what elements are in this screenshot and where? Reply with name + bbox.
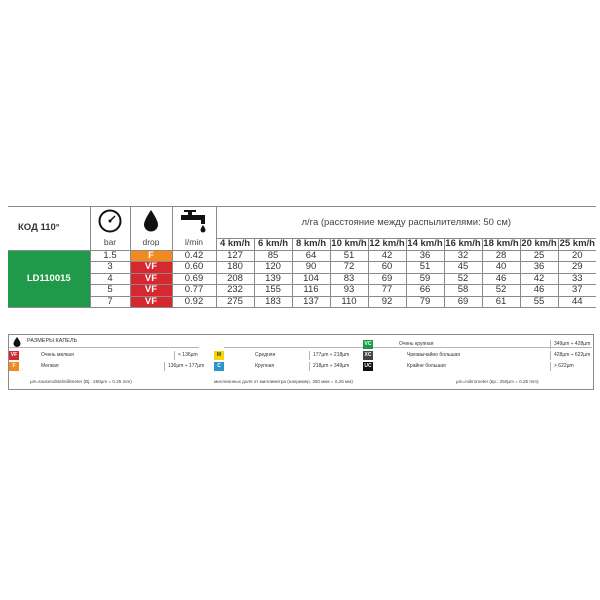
flow-cell: 0.69 [172, 273, 216, 285]
droplet-class-badge: F [130, 250, 172, 262]
class-badge-c: C [214, 362, 224, 371]
rate-cell: 46 [520, 285, 558, 297]
rate-cell: 36 [520, 262, 558, 274]
class-name: Крупная [255, 363, 275, 369]
table-row [8, 250, 596, 262]
spray-table [8, 206, 596, 308]
rate-cell: 33 [558, 273, 596, 285]
rate-cell: 92 [368, 296, 406, 308]
pressure-cell: 4 [90, 273, 130, 285]
rate-cell: 85 [254, 250, 292, 262]
rate-cell: 137 [292, 296, 330, 308]
table-row [8, 285, 596, 297]
pressure-cell: 5 [90, 285, 130, 297]
flow-cell: 0.77 [172, 285, 216, 297]
rate-cell: 232 [216, 285, 254, 297]
rate-cell: 64 [292, 250, 330, 262]
rate-cell: 72 [330, 262, 368, 274]
droplet-class-badge: VF [130, 285, 172, 297]
speed-header: 16 km/h [445, 238, 481, 250]
rate-cell: 44 [558, 296, 596, 308]
class-range: 218µm ÷ 349µm [309, 362, 365, 371]
class-range: 349µm ÷ 428µm [550, 340, 592, 349]
pressure-gauge-icon [98, 209, 122, 233]
rate-cell: 104 [292, 273, 330, 285]
class-badge-vf: VF [10, 352, 18, 358]
divider [9, 347, 199, 348]
divider [224, 347, 369, 348]
drop-label: drop [142, 237, 160, 247]
lmin-header [172, 207, 216, 251]
rate-cell: 139 [254, 273, 292, 285]
class-range: 177µm ÷ 218µm [309, 351, 365, 360]
table-row [8, 296, 596, 308]
class-badge-vc: VC [364, 341, 372, 347]
speed-header: 14 km/h [407, 238, 443, 250]
rate-cell: 32 [444, 250, 482, 262]
class-range: 428µm ÷ 622µm [550, 351, 592, 360]
bar-label: bar [103, 237, 117, 247]
class-name: Средняя [255, 352, 276, 358]
rate-cell: 46 [482, 273, 520, 285]
speed-header: 12 km/h [369, 238, 405, 250]
footnote-de: µm=tausendstelmillimeter (Bj.: 250µm = 0.25 mm) [30, 379, 132, 384]
rate-cell: 69 [444, 296, 482, 308]
pressure-cell: 3 [90, 262, 130, 274]
lmin-label: l/min [185, 237, 203, 247]
speed-header: 20 km/h [521, 238, 557, 250]
rate-cell: 20 [558, 250, 596, 262]
rate-cell: 275 [216, 296, 254, 308]
droplet-icon [142, 209, 160, 233]
class-range: < 136µm [174, 351, 220, 360]
rate-cell: 66 [406, 285, 444, 297]
class-name: Очень мелкая [41, 352, 74, 358]
table-row [8, 273, 596, 285]
footnote-ru: миллионных доля от миллиметра (например, 250 мкм = 0,25 мм) [214, 379, 353, 384]
rate-cell: 208 [216, 273, 254, 285]
droplet-class-badge: VF [130, 296, 172, 308]
rate-cell: 60 [368, 262, 406, 274]
class-badge-f: F [9, 362, 19, 371]
legend-title: РАЗМЕРЫ КАПЕЛЬ [27, 338, 78, 344]
speed-header: 8 km/h [292, 239, 330, 251]
rate-cell: 55 [520, 296, 558, 308]
droplet-class-badge: VF [130, 273, 172, 285]
rate-cell: 93 [330, 285, 368, 297]
rate-cell: 37 [558, 285, 596, 297]
class-badge-m: M [214, 351, 224, 360]
rate-cell: 29 [558, 262, 596, 274]
rate-cell: 42 [520, 273, 558, 285]
rate-cell: 155 [254, 285, 292, 297]
rate-cell: 127 [216, 250, 254, 262]
class-badge-xc: XC [364, 352, 372, 358]
rate-cell: 42 [368, 250, 406, 262]
rate-cell: 116 [292, 285, 330, 297]
class-name: Мелкая [41, 363, 59, 369]
rate-cell: 52 [482, 285, 520, 297]
speed-header: 10 km/h [331, 238, 367, 250]
pressure-cell: 7 [90, 296, 130, 308]
rate-cell: 120 [254, 262, 292, 274]
rate-cell: 83 [330, 273, 368, 285]
flow-cell: 0.92 [172, 296, 216, 308]
rate-title: л/га (расстояние между распылителями: 50 см) [216, 207, 596, 239]
class-name: Очень крупная [399, 341, 434, 347]
rate-cell: 58 [444, 285, 482, 297]
rate-cell: 51 [330, 250, 368, 262]
rate-cell: 110 [330, 296, 368, 308]
rate-cell: 90 [292, 262, 330, 274]
rate-cell: 52 [444, 273, 482, 285]
bar-header [90, 207, 130, 251]
rate-cell: 25 [520, 250, 558, 262]
rate-cell: 59 [406, 273, 444, 285]
speed-header: 25 km/h [559, 238, 595, 250]
footnote-en: µm=mikrometer (вр.: 250µm = 0.25 mm) [456, 379, 539, 384]
rate-cell: 69 [368, 273, 406, 285]
code-header: КОД 110° [8, 207, 90, 251]
flow-cell: 0.42 [172, 250, 216, 262]
table-row [8, 262, 596, 274]
nozzle-code: LD110015 [8, 250, 90, 308]
speed-header: 4 km/h [216, 239, 254, 251]
flow-cell: 0.60 [172, 262, 216, 274]
class-badge-uc: UC [364, 363, 372, 369]
spray-table-sheet [8, 206, 595, 308]
class-range: 136µm ÷ 177µm [164, 362, 220, 371]
speed-header: 18 km/h [483, 238, 519, 250]
rate-cell: 36 [406, 250, 444, 262]
rate-cell: 51 [406, 262, 444, 274]
rate-cell: 28 [482, 250, 520, 262]
rate-cell: 79 [406, 296, 444, 308]
class-name: Крайне большая [407, 363, 446, 369]
pressure-cell: 1.5 [90, 250, 130, 262]
rate-cell: 40 [482, 262, 520, 274]
drop-header [130, 207, 172, 251]
droplet-class-badge: VF [130, 262, 172, 274]
class-range: > 622µm [550, 362, 592, 371]
rate-cell: 45 [444, 262, 482, 274]
speed-header: 6 km/h [254, 239, 292, 251]
class-name: Чрезвычайно большая [407, 352, 460, 358]
rate-cell: 183 [254, 296, 292, 308]
rate-cell: 180 [216, 262, 254, 274]
faucet-icon [179, 209, 209, 233]
rate-cell: 61 [482, 296, 520, 308]
rate-cell: 77 [368, 285, 406, 297]
droplet-icon [13, 337, 21, 347]
